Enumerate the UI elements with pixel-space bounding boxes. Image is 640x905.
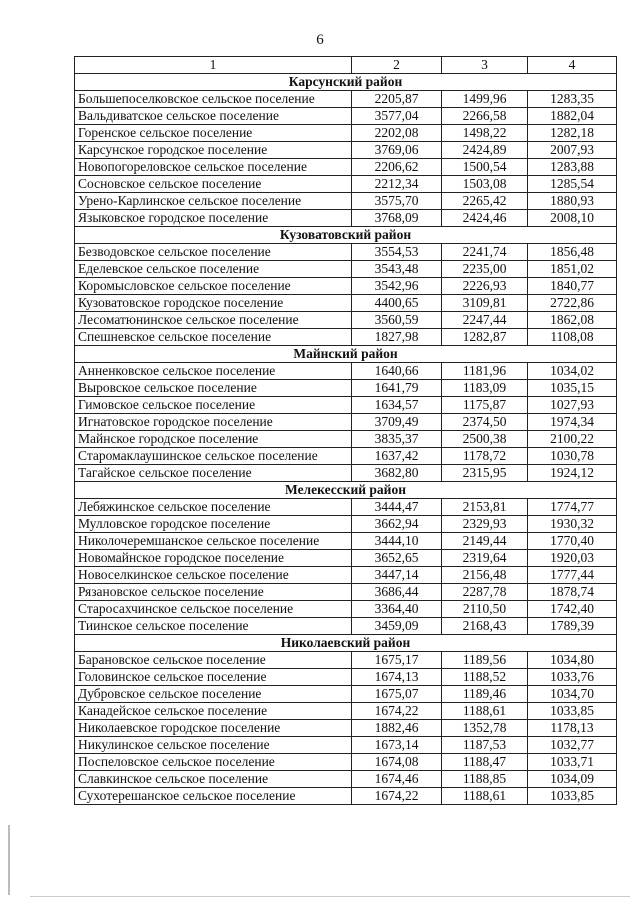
value-cell-4: 1034,09 bbox=[528, 771, 617, 788]
value-cell-2: 2206,62 bbox=[352, 159, 442, 176]
value-cell-2: 1674,13 bbox=[352, 669, 442, 686]
settlement-name-cell: Новоселкинское сельское поселение bbox=[75, 567, 352, 584]
settlement-name-cell: Безводовское сельское поселение bbox=[75, 244, 352, 261]
settlement-name-cell: Анненковское сельское поселение bbox=[75, 363, 352, 380]
value-cell-4: 1034,80 bbox=[528, 652, 617, 669]
district-row bbox=[75, 74, 617, 91]
value-cell-2: 3543,48 bbox=[352, 261, 442, 278]
value-cell-4: 1033,71 bbox=[528, 754, 617, 771]
value-cell-2: 3444,10 bbox=[352, 533, 442, 550]
settlement-name-cell: Гимовское сельское поселение bbox=[75, 397, 352, 414]
value-cell-4: 1033,76 bbox=[528, 669, 617, 686]
table-row bbox=[75, 465, 617, 482]
settlement-name-cell: Еделевское сельское поселение bbox=[75, 261, 352, 278]
table-row bbox=[75, 618, 617, 635]
table-row bbox=[75, 601, 617, 618]
header-cell-1: 1 bbox=[75, 57, 352, 74]
settlement-name-cell: Дубровское сельское поселение bbox=[75, 686, 352, 703]
value-cell-4: 1033,85 bbox=[528, 703, 617, 720]
table-row bbox=[75, 193, 617, 210]
settlement-name-cell: Языковское городское поселение bbox=[75, 210, 352, 227]
value-cell-3: 2287,78 bbox=[442, 584, 528, 601]
table-row bbox=[75, 686, 617, 703]
table-row bbox=[75, 295, 617, 312]
table-row bbox=[75, 737, 617, 754]
settlement-name-cell: Лебяжинское сельское поселение bbox=[75, 499, 352, 516]
settlement-name-cell: Вальдиватское сельское поселение bbox=[75, 108, 352, 125]
value-cell-3: 1181,96 bbox=[442, 363, 528, 380]
value-cell-4: 2100,22 bbox=[528, 431, 617, 448]
value-cell-4: 1033,85 bbox=[528, 788, 617, 805]
value-cell-3: 1188,61 bbox=[442, 788, 528, 805]
settlement-name-cell: Майнское городское поселение bbox=[75, 431, 352, 448]
value-cell-3: 2500,38 bbox=[442, 431, 528, 448]
value-cell-2: 3652,65 bbox=[352, 550, 442, 567]
value-cell-3: 2265,42 bbox=[442, 193, 528, 210]
value-cell-3: 1282,87 bbox=[442, 329, 528, 346]
value-cell-2: 3835,37 bbox=[352, 431, 442, 448]
value-cell-4: 1974,34 bbox=[528, 414, 617, 431]
value-cell-2: 1674,22 bbox=[352, 788, 442, 805]
value-cell-4: 1930,32 bbox=[528, 516, 617, 533]
value-cell-4: 1777,44 bbox=[528, 567, 617, 584]
settlement-name-cell: Горенское сельское поселение bbox=[75, 125, 352, 142]
table-row bbox=[75, 278, 617, 295]
table-row bbox=[75, 567, 617, 584]
district-row bbox=[75, 227, 617, 244]
value-cell-3: 2226,93 bbox=[442, 278, 528, 295]
value-cell-4: 2007,93 bbox=[528, 142, 617, 159]
table-row bbox=[75, 397, 617, 414]
value-cell-3: 2153,81 bbox=[442, 499, 528, 516]
header-cell-2: 2 bbox=[352, 57, 442, 74]
district-name: Мелекесский район bbox=[75, 482, 617, 499]
value-cell-4: 1880,93 bbox=[528, 193, 617, 210]
settlement-name-cell: Сухотерешанское сельское поселение bbox=[75, 788, 352, 805]
value-cell-4: 2722,86 bbox=[528, 295, 617, 312]
value-cell-2: 1634,57 bbox=[352, 397, 442, 414]
value-cell-3: 1188,61 bbox=[442, 703, 528, 720]
table-row bbox=[75, 363, 617, 380]
table-row bbox=[75, 720, 617, 737]
data-table bbox=[74, 56, 617, 805]
value-cell-4: 1851,02 bbox=[528, 261, 617, 278]
value-cell-4: 1034,70 bbox=[528, 686, 617, 703]
value-cell-3: 1183,09 bbox=[442, 380, 528, 397]
value-cell-4: 1774,77 bbox=[528, 499, 617, 516]
page-number: 6 bbox=[316, 32, 324, 48]
scan-edge-mark bbox=[8, 825, 10, 895]
header-row bbox=[75, 57, 617, 74]
value-cell-2: 3560,59 bbox=[352, 312, 442, 329]
value-cell-2: 1674,46 bbox=[352, 771, 442, 788]
value-cell-3: 2110,50 bbox=[442, 601, 528, 618]
value-cell-4: 1032,77 bbox=[528, 737, 617, 754]
settlement-name-cell: Головинское сельское поселение bbox=[75, 669, 352, 686]
settlement-name-cell: Урено-Карлинское сельское поселение bbox=[75, 193, 352, 210]
value-cell-2: 1674,22 bbox=[352, 703, 442, 720]
settlement-name-cell: Старомаклаушинское сельское поселение bbox=[75, 448, 352, 465]
settlement-name-cell: Рязановское сельское поселение bbox=[75, 584, 352, 601]
settlement-name-cell: Николочеремшанское сельское поселение bbox=[75, 533, 352, 550]
value-cell-2: 1882,46 bbox=[352, 720, 442, 737]
settlement-name-cell: Лесоматюнинское сельское поселение bbox=[75, 312, 352, 329]
table-row bbox=[75, 550, 617, 567]
table-row bbox=[75, 159, 617, 176]
settlement-name-cell: Барановское сельское поселение bbox=[75, 652, 352, 669]
value-cell-4: 1178,13 bbox=[528, 720, 617, 737]
value-cell-3: 1498,22 bbox=[442, 125, 528, 142]
settlement-name-cell: Тиинское сельское поселение bbox=[75, 618, 352, 635]
table-row bbox=[75, 142, 617, 159]
district-name: Николаевский район bbox=[75, 635, 617, 652]
district-row bbox=[75, 346, 617, 363]
settlement-name-cell: Коромысловское сельское поселение bbox=[75, 278, 352, 295]
settlement-name-cell: Сосновское сельское поселение bbox=[75, 176, 352, 193]
value-cell-2: 3447,14 bbox=[352, 567, 442, 584]
value-cell-3: 2266,58 bbox=[442, 108, 528, 125]
header-cell-4: 4 bbox=[528, 57, 617, 74]
value-cell-4: 1285,54 bbox=[528, 176, 617, 193]
table-row bbox=[75, 108, 617, 125]
table-row bbox=[75, 431, 617, 448]
district-name: Майнский район bbox=[75, 346, 617, 363]
settlement-name-cell: Старосахчинское сельское поселение bbox=[75, 601, 352, 618]
value-cell-3: 1503,08 bbox=[442, 176, 528, 193]
value-cell-3: 2424,89 bbox=[442, 142, 528, 159]
value-cell-3: 1188,52 bbox=[442, 669, 528, 686]
value-cell-3: 1188,85 bbox=[442, 771, 528, 788]
value-cell-3: 2168,43 bbox=[442, 618, 528, 635]
value-cell-4: 1027,93 bbox=[528, 397, 617, 414]
settlement-name-cell: Николаевское городское поселение bbox=[75, 720, 352, 737]
value-cell-2: 1827,98 bbox=[352, 329, 442, 346]
settlement-name-cell: Кузоватовское городское поселение bbox=[75, 295, 352, 312]
header-cell-3: 3 bbox=[442, 57, 528, 74]
value-cell-3: 2241,74 bbox=[442, 244, 528, 261]
table-row bbox=[75, 210, 617, 227]
table-row bbox=[75, 312, 617, 329]
value-cell-2: 3364,40 bbox=[352, 601, 442, 618]
table-row bbox=[75, 414, 617, 431]
value-cell-3: 2329,93 bbox=[442, 516, 528, 533]
value-cell-2: 1675,07 bbox=[352, 686, 442, 703]
value-cell-4: 1030,78 bbox=[528, 448, 617, 465]
value-cell-2: 2205,87 bbox=[352, 91, 442, 108]
value-cell-4: 1789,39 bbox=[528, 618, 617, 635]
value-cell-4: 1282,18 bbox=[528, 125, 617, 142]
table-row bbox=[75, 176, 617, 193]
value-cell-3: 2374,50 bbox=[442, 414, 528, 431]
settlement-name-cell: Игнатовское городское поселение bbox=[75, 414, 352, 431]
value-cell-4: 1882,04 bbox=[528, 108, 617, 125]
value-cell-3: 2319,64 bbox=[442, 550, 528, 567]
value-cell-2: 1637,42 bbox=[352, 448, 442, 465]
value-cell-2: 2212,34 bbox=[352, 176, 442, 193]
value-cell-2: 3542,96 bbox=[352, 278, 442, 295]
value-cell-3: 2149,44 bbox=[442, 533, 528, 550]
settlement-name-cell: Канадейское сельское поселение bbox=[75, 703, 352, 720]
settlement-name-cell: Большепоселковское сельское поселение bbox=[75, 91, 352, 108]
value-cell-2: 3682,80 bbox=[352, 465, 442, 482]
settlement-name-cell: Карсунское городское поселение bbox=[75, 142, 352, 159]
value-cell-2: 3768,09 bbox=[352, 210, 442, 227]
value-cell-2: 1674,08 bbox=[352, 754, 442, 771]
value-cell-3: 1500,54 bbox=[442, 159, 528, 176]
value-cell-4: 1035,15 bbox=[528, 380, 617, 397]
value-cell-3: 1175,87 bbox=[442, 397, 528, 414]
table-row bbox=[75, 244, 617, 261]
value-cell-4: 1920,03 bbox=[528, 550, 617, 567]
settlement-name-cell: Новопогореловское сельское поселение bbox=[75, 159, 352, 176]
value-cell-3: 1189,56 bbox=[442, 652, 528, 669]
value-cell-4: 1862,08 bbox=[528, 312, 617, 329]
table-row bbox=[75, 771, 617, 788]
table-row bbox=[75, 669, 617, 686]
value-cell-2: 3554,53 bbox=[352, 244, 442, 261]
value-cell-2: 3459,09 bbox=[352, 618, 442, 635]
district-row bbox=[75, 482, 617, 499]
value-cell-2: 1673,14 bbox=[352, 737, 442, 754]
value-cell-2: 3709,49 bbox=[352, 414, 442, 431]
value-cell-3: 1187,53 bbox=[442, 737, 528, 754]
value-cell-2: 2202,08 bbox=[352, 125, 442, 142]
value-cell-4: 1283,35 bbox=[528, 91, 617, 108]
table-row bbox=[75, 703, 617, 720]
value-cell-3: 2156,48 bbox=[442, 567, 528, 584]
value-cell-3: 1352,78 bbox=[442, 720, 528, 737]
value-cell-4: 1034,02 bbox=[528, 363, 617, 380]
value-cell-3: 2424,46 bbox=[442, 210, 528, 227]
value-cell-2: 1640,66 bbox=[352, 363, 442, 380]
scan-bottom-line bbox=[30, 896, 630, 897]
settlement-name-cell: Славкинское сельское поселение bbox=[75, 771, 352, 788]
district-name: Кузоватовский район bbox=[75, 227, 617, 244]
district-row bbox=[75, 635, 617, 652]
table-row bbox=[75, 533, 617, 550]
value-cell-3: 2315,95 bbox=[442, 465, 528, 482]
table-row bbox=[75, 380, 617, 397]
value-cell-3: 1189,46 bbox=[442, 686, 528, 703]
value-cell-2: 3686,44 bbox=[352, 584, 442, 601]
table-row bbox=[75, 788, 617, 805]
table-row bbox=[75, 652, 617, 669]
settlement-name-cell: Мулловское городское поселение bbox=[75, 516, 352, 533]
value-cell-2: 1675,17 bbox=[352, 652, 442, 669]
value-cell-4: 1924,12 bbox=[528, 465, 617, 482]
value-cell-2: 3769,06 bbox=[352, 142, 442, 159]
table-row bbox=[75, 516, 617, 533]
value-cell-2: 4400,65 bbox=[352, 295, 442, 312]
table-body bbox=[75, 57, 617, 805]
settlement-name-cell: Никулинское сельское поселение bbox=[75, 737, 352, 754]
settlement-name-cell: Тагайское сельское поселение bbox=[75, 465, 352, 482]
value-cell-3: 1188,47 bbox=[442, 754, 528, 771]
value-cell-2: 1641,79 bbox=[352, 380, 442, 397]
table-row bbox=[75, 584, 617, 601]
table-row bbox=[75, 91, 617, 108]
value-cell-4: 1283,88 bbox=[528, 159, 617, 176]
value-cell-4: 1878,74 bbox=[528, 584, 617, 601]
settlement-name-cell: Выровское сельское поселение bbox=[75, 380, 352, 397]
value-cell-2: 3575,70 bbox=[352, 193, 442, 210]
value-cell-3: 3109,81 bbox=[442, 295, 528, 312]
district-name: Карсунский район bbox=[75, 74, 617, 91]
value-cell-3: 1178,72 bbox=[442, 448, 528, 465]
value-cell-3: 1499,96 bbox=[442, 91, 528, 108]
value-cell-2: 3444,47 bbox=[352, 499, 442, 516]
table-row bbox=[75, 499, 617, 516]
settlement-name-cell: Поспеловское сельское поселение bbox=[75, 754, 352, 771]
settlement-name-cell: Спешневское сельское поселение bbox=[75, 329, 352, 346]
value-cell-4: 1742,40 bbox=[528, 601, 617, 618]
table-row bbox=[75, 754, 617, 771]
value-cell-4: 2008,10 bbox=[528, 210, 617, 227]
value-cell-4: 1770,40 bbox=[528, 533, 617, 550]
value-cell-4: 1108,08 bbox=[528, 329, 617, 346]
value-cell-2: 3662,94 bbox=[352, 516, 442, 533]
value-cell-4: 1840,77 bbox=[528, 278, 617, 295]
table-row bbox=[75, 125, 617, 142]
table-row bbox=[75, 261, 617, 278]
value-cell-3: 2235,00 bbox=[442, 261, 528, 278]
table-row bbox=[75, 448, 617, 465]
settlement-name-cell: Новомайнское городское поселение bbox=[75, 550, 352, 567]
value-cell-4: 1856,48 bbox=[528, 244, 617, 261]
table-row bbox=[75, 329, 617, 346]
value-cell-3: 2247,44 bbox=[442, 312, 528, 329]
value-cell-2: 3577,04 bbox=[352, 108, 442, 125]
